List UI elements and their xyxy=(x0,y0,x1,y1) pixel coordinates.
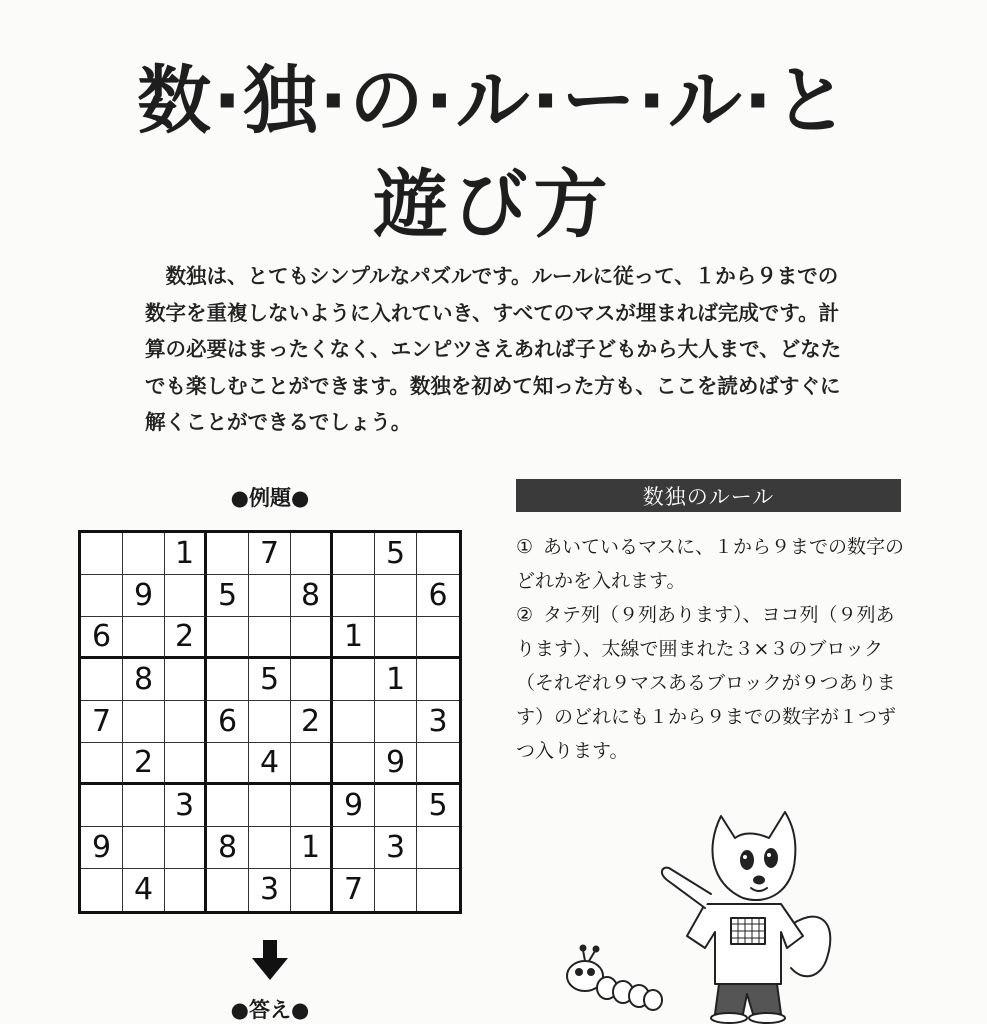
sudoku-cell xyxy=(417,869,459,911)
sudoku-cell: 4 xyxy=(123,869,165,911)
page-title: 数·独·の·ル·ー·ル·と xyxy=(137,58,850,144)
sudoku-cell: 5 xyxy=(249,659,291,701)
sudoku-cell: 9 xyxy=(81,827,123,869)
sudoku-cell xyxy=(123,701,165,743)
intro-paragraph: 数独は、とてもシンプルなパズルです。ルールに従って、１から９までの数字を重複しないように入れていき、すべてのマスが埋まれば完成です。計算の必要はまったくなく、エンピツさえあれば子どもから大人まで、どなたでも楽しむことができます。数独を初めて知った方も、ここを読めばすぐに解くことができるでしょう。 xyxy=(145,264,842,434)
intro-text xyxy=(145,258,855,441)
sudoku-cell: 3 xyxy=(417,701,459,743)
sudoku-cell: 8 xyxy=(123,659,165,701)
sudoku-cell: 1 xyxy=(291,827,333,869)
sudoku-cell: 7 xyxy=(249,533,291,575)
sudoku-cell: 5 xyxy=(207,575,249,617)
sudoku-cell: 8 xyxy=(207,827,249,869)
sudoku-cell xyxy=(207,659,249,701)
sudoku-cell: 1 xyxy=(333,617,375,659)
answer-label: ●答え● xyxy=(230,998,310,1022)
sudoku-cell xyxy=(333,743,375,785)
sudoku-cell xyxy=(123,827,165,869)
rule-text: あいているマスに、１から９までの数字のどれかを入れます。 xyxy=(516,536,905,592)
sudoku-cell: 2 xyxy=(165,617,207,659)
sudoku-cell xyxy=(81,785,123,827)
sudoku-cell xyxy=(207,617,249,659)
sudoku-grid xyxy=(78,530,462,914)
rule-text: タテ列（９列あります）、ヨコ列（９列あります）、太線で囲まれた３×３のブロック（それぞれ９マスあるブロックが９つあります）のどれにも１から９までの数字が１つずつ入ります。 xyxy=(516,604,897,762)
example-label: ●例題● xyxy=(230,486,310,510)
sudoku-cell xyxy=(165,701,207,743)
sudoku-cell: 9 xyxy=(123,575,165,617)
sudoku-cell xyxy=(375,785,417,827)
sudoku-cell: 3 xyxy=(165,785,207,827)
rule-marker: ② xyxy=(516,604,534,626)
sudoku-cell: 5 xyxy=(417,785,459,827)
sudoku-cell xyxy=(333,533,375,575)
sudoku-cell xyxy=(123,533,165,575)
sudoku-cell xyxy=(417,617,459,659)
rule-item xyxy=(516,530,911,598)
sudoku-cell xyxy=(81,869,123,911)
sudoku-cell xyxy=(81,533,123,575)
sudoku-cell xyxy=(123,617,165,659)
sudoku-cell xyxy=(417,827,459,869)
sudoku-cell xyxy=(165,743,207,785)
mascot-illustration xyxy=(555,808,845,1024)
sudoku-cell xyxy=(333,701,375,743)
sudoku-cell xyxy=(375,575,417,617)
sudoku-cell xyxy=(375,701,417,743)
fox-character xyxy=(662,812,830,1023)
sudoku-cell xyxy=(165,659,207,701)
sudoku-cell xyxy=(81,575,123,617)
sudoku-cell xyxy=(291,869,333,911)
sudoku-cell xyxy=(207,743,249,785)
page-subtitle: 遊び方 xyxy=(373,162,614,248)
sudoku-cell xyxy=(291,659,333,701)
sudoku-cell xyxy=(291,785,333,827)
sudoku-cell xyxy=(81,659,123,701)
sudoku-cell xyxy=(249,827,291,869)
rule-marker: ① xyxy=(516,536,534,558)
sudoku-cell: 3 xyxy=(375,827,417,869)
rule-item xyxy=(516,598,911,768)
sudoku-cell xyxy=(165,575,207,617)
sudoku-cell: 3 xyxy=(249,869,291,911)
sudoku-cell xyxy=(333,827,375,869)
sudoku-cell xyxy=(249,575,291,617)
sudoku-cell xyxy=(417,659,459,701)
sudoku-cell: 4 xyxy=(249,743,291,785)
sudoku-cell: 6 xyxy=(417,575,459,617)
sudoku-cell: 7 xyxy=(333,869,375,911)
sudoku-cell xyxy=(375,869,417,911)
sudoku-cell xyxy=(207,533,249,575)
sudoku-cell xyxy=(291,533,333,575)
sudoku-cell xyxy=(207,869,249,911)
sudoku-cell xyxy=(123,785,165,827)
sudoku-cell: 6 xyxy=(81,617,123,659)
sudoku-cell: 9 xyxy=(333,785,375,827)
sudoku-cell: 2 xyxy=(123,743,165,785)
sudoku-cell: 1 xyxy=(375,659,417,701)
sudoku-cell xyxy=(333,659,375,701)
sudoku-cell xyxy=(249,617,291,659)
rules-header: 数独のルール xyxy=(516,479,901,512)
sudoku-cell: 5 xyxy=(375,533,417,575)
sudoku-cell: 9 xyxy=(375,743,417,785)
sudoku-cell xyxy=(291,743,333,785)
sudoku-cell xyxy=(249,701,291,743)
caterpillar-icon xyxy=(567,946,662,1011)
down-arrow-icon xyxy=(252,940,288,980)
sudoku-cell xyxy=(165,869,207,911)
sudoku-cell xyxy=(207,785,249,827)
sudoku-cell: 1 xyxy=(165,533,207,575)
sudoku-cell xyxy=(417,533,459,575)
sudoku-cell xyxy=(333,575,375,617)
sudoku-cell xyxy=(81,743,123,785)
sudoku-cell: 8 xyxy=(291,575,333,617)
sudoku-cell: 7 xyxy=(81,701,123,743)
sudoku-cell: 2 xyxy=(291,701,333,743)
sudoku-cell: 6 xyxy=(207,701,249,743)
sudoku-cell xyxy=(165,827,207,869)
sudoku-cell xyxy=(375,617,417,659)
sudoku-cell xyxy=(249,785,291,827)
sudoku-cell xyxy=(291,617,333,659)
sudoku-cell xyxy=(417,743,459,785)
